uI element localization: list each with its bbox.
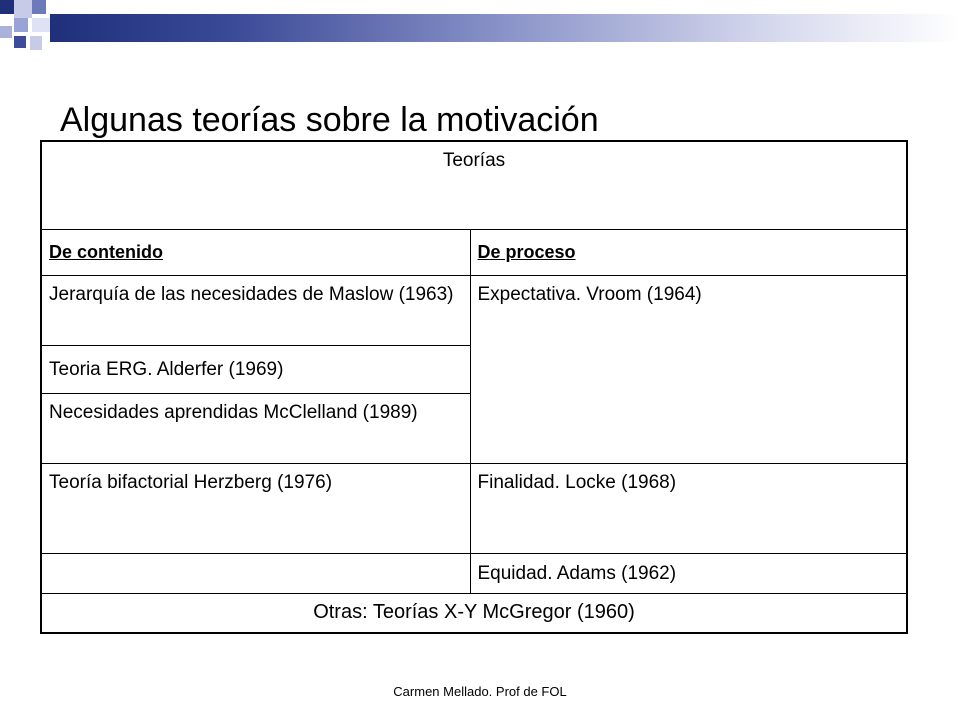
table-cell-alderfer: Teoria ERG. Alderfer (1969) — [41, 345, 470, 393]
theories-table-container — [40, 140, 906, 634]
slide-footer: Carmen Mellado. Prof de FOL — [393, 684, 567, 699]
column-title-de-contenido: De contenido — [49, 241, 164, 262]
column-title-process — [470, 229, 907, 275]
table-cell-mcgregor: Otras: Teorías X-Y McGregor (1960) — [41, 593, 907, 633]
decorative-square — [14, 0, 32, 18]
column-title-de-proceso: De proceso — [477, 241, 576, 262]
column-title-content — [41, 229, 470, 275]
table-row — [41, 275, 907, 345]
decorative-square — [0, 26, 12, 38]
theories-table — [40, 140, 908, 634]
table-cell-herzberg: Teoría bifactorial Herzberg (1976) — [41, 463, 470, 553]
column-titles-row — [41, 229, 907, 275]
decorative-square — [30, 36, 42, 50]
decorative-square — [0, 0, 14, 14]
decorative-square — [14, 36, 26, 48]
table-header-cell: Teorías — [41, 141, 907, 229]
table-cell-adams: Equidad. Adams (1962) — [470, 553, 907, 593]
table-cell-vroom: Expectativa. Vroom (1964) — [470, 275, 907, 463]
table-row — [41, 553, 907, 593]
table-cell-maslow: Jerarquía de las necesidades de Maslow (1963) — [41, 275, 470, 345]
table-cell-locke: Finalidad. Locke (1968) — [470, 463, 907, 553]
table-row — [41, 463, 907, 553]
table-cell-empty — [41, 553, 470, 593]
slide-title: Algunas teorías sobre la motivación — [60, 101, 599, 139]
table-footer-row — [41, 593, 907, 633]
table-header-row — [41, 141, 907, 229]
table-cell-mcclelland: Necesidades aprendidas McClelland (1989) — [41, 393, 470, 463]
decorative-square — [32, 0, 46, 14]
decorative-square — [14, 18, 28, 32]
decorative-square — [32, 18, 50, 32]
header-gradient-bar — [50, 14, 960, 42]
